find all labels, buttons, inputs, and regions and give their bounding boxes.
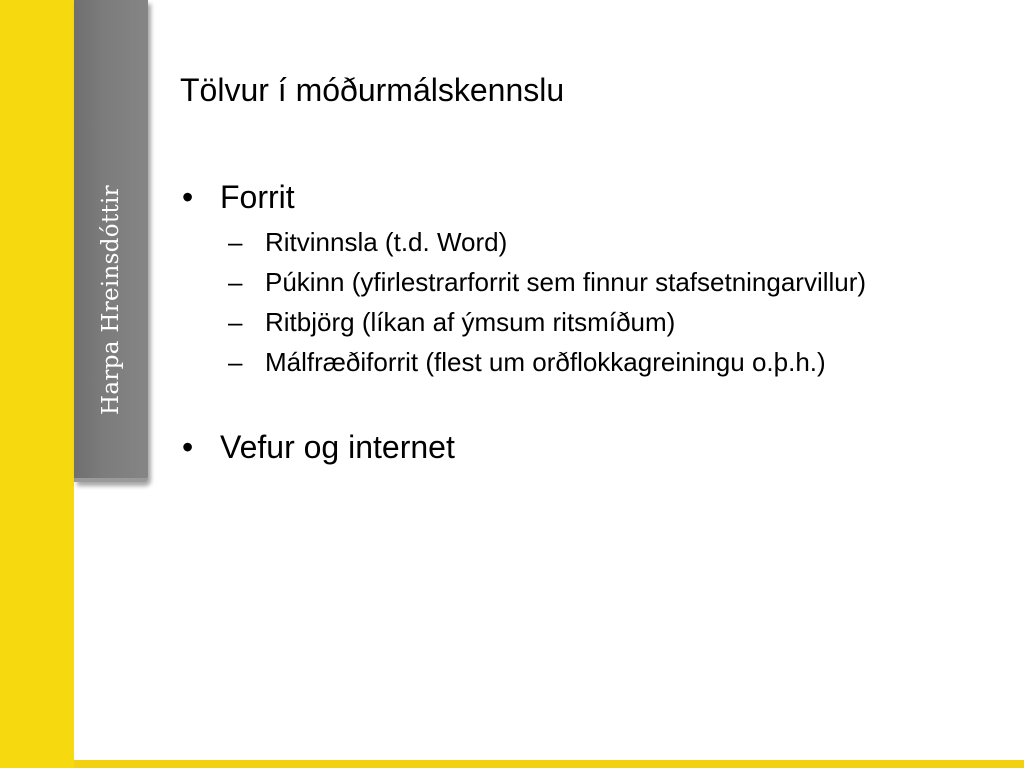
bullet-mark: • <box>182 179 194 215</box>
spacer <box>180 379 940 425</box>
sub-bullet-item <box>180 305 940 339</box>
sub-bullet-text: Ritbjörg (líkan af ýmsum ritsmíðum) <box>265 307 676 337</box>
sub-bullet-item <box>180 345 940 379</box>
yellow-side-bar <box>0 0 74 768</box>
bullet-mark: • <box>182 429 194 465</box>
bullet-text: Forrit <box>220 179 295 215</box>
sub-bullet-item <box>180 225 940 259</box>
sub-bullet-item <box>180 265 940 299</box>
dash-mark: – <box>228 267 243 297</box>
bullet-text: Vefur og internet <box>220 429 455 465</box>
dash-mark: – <box>228 227 243 257</box>
bottom-accent-line <box>74 760 1024 768</box>
author-name: Harpa Hreinsdóttir <box>98 185 124 415</box>
sub-bullet-text: Málfræðiforrit (flest um orðflokkagreiningu o.þ.h.) <box>265 347 826 377</box>
bullet-item <box>180 425 940 469</box>
sub-bullet-text: Púkinn (yfirlestrarforrit sem finnur stafsetningarvillur) <box>265 267 867 297</box>
bullet-item <box>180 175 940 219</box>
dash-mark: – <box>228 347 243 377</box>
slide-content <box>180 175 940 469</box>
slide-title: Tölvur í móðurmálskennslu <box>180 72 565 108</box>
sub-bullet-text: Ritvinnsla (t.d. Word) <box>265 227 508 257</box>
dash-mark: – <box>228 307 243 337</box>
